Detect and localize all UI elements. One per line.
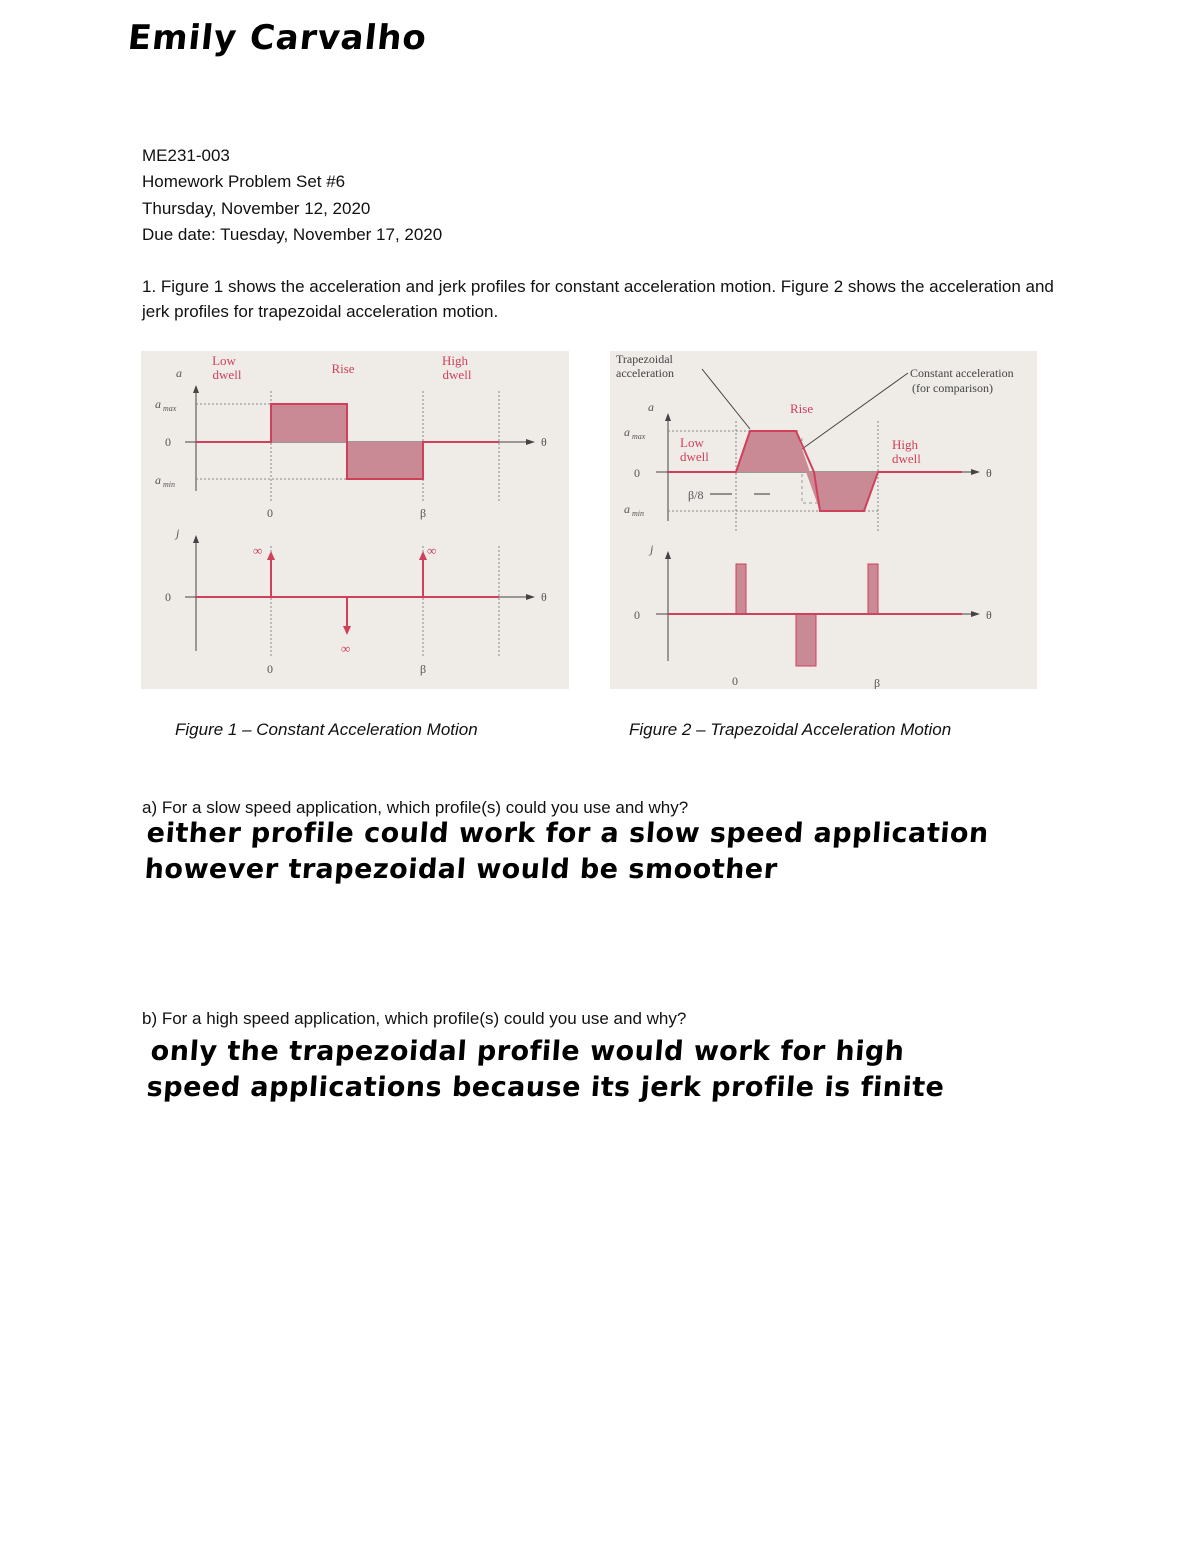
fig1-j-axis-label: j [176,526,180,540]
fig1-x0-label-2: 0 [267,662,273,676]
fig1-jerk-impulse-up-1-head [267,551,275,560]
fig1-a-axis-arrow [193,385,199,393]
fig1-j-theta-arrow [526,594,535,600]
figure-2-plot [610,351,1037,689]
fig2-theta-label: θ [986,466,992,480]
fig2-amax-sub: max [632,432,646,441]
fig2-x0-label: 0 [732,674,738,688]
fig2-jerk-pulse-2 [796,614,816,666]
fig1-zero-label-2: 0 [165,590,171,604]
fig2-theta-label-2: θ [986,608,992,622]
fig1-amin-label: a [155,473,161,487]
issue-date: Thursday, November 12, 2020 [142,199,371,218]
fig1-accel-positive-block [271,404,347,442]
fig1-theta-label: θ [541,435,547,449]
figure-1 [141,351,569,689]
fig2-high-dwell-label-2: dwell [892,451,921,466]
fig2-xbeta-label: β [874,676,881,689]
fig1-high-dwell-label: High [442,353,468,368]
fig2-jerk-pulse-3 [868,564,878,614]
fig1-zero-label: 0 [165,435,171,449]
fig2-zero-label-2: 0 [634,608,640,622]
fig2-const-label: Constant acceleration [910,366,1014,380]
fig1-jerk-impulse-up-2-head [419,551,427,560]
course-code: ME231-003 [142,146,230,165]
fig1-amax-label: a [155,397,161,411]
fig2-j-theta-arrow [971,611,980,617]
fig2-theta-arrow [971,469,980,475]
fig1-a-axis-label: a [176,366,182,380]
fig1-theta-label-2: θ [541,590,547,604]
figure-2-caption: Figure 2 – Trapezoidal Acceleration Motion [629,720,952,739]
due-date: Due date: Tuesday, November 17, 2020 [142,225,443,244]
fig2-rise-label: Rise [790,401,814,416]
assignment-title: Homework Problem Set #6 [142,172,346,191]
part-a-answer-line-2: however trapezoidal would be smoother [143,854,779,885]
fig1-theta-arrow [526,439,535,445]
fig1-high-dwell-label-2: dwell [442,367,472,382]
fig2-trap-label: Trapezoidal [616,352,673,366]
fig1-amin-sub: min [163,480,175,489]
fig2-high-dwell-label: High [892,437,918,452]
fig2-low-dwell-label-2: dwell [680,449,709,464]
fig2-j-axis-label: j [650,542,654,556]
fig2-zero-label: 0 [634,466,640,480]
fig2-amin-sub: min [632,509,644,518]
fig1-inf-label-2: ∞ [427,543,437,558]
fig1-rise-label: Rise [331,361,355,376]
part-a-question: a) For a slow speed application, which profile(s) could you use and why? [142,798,689,817]
fig2-const-label-2: (for comparison) [912,381,993,395]
fig1-amax-sub: max [163,404,177,413]
part-b-answer-line-1: only the trapezoidal profile would work for high [149,1036,906,1067]
fig2-trap-pointer [702,369,750,429]
fig1-accel-negative-block [347,442,423,479]
fig2-jerk-pulse-1 [736,564,746,614]
fig2-a-axis-arrow [665,413,671,421]
fig2-amin-label: a [624,502,630,516]
part-b-question: b) For a high speed application, which profile(s) could you use and why? [142,1009,687,1028]
student-name: Emily Carvalho [125,18,430,58]
fig1-accel-curve [196,404,499,479]
question-1-text: 1. Figure 1 shows the acceleration and jerk profiles for constant acceleration motion. Figure 2 shows the acceleration and jerk profiles for trapezoidal acceleration motion. [142,277,1054,321]
figure-2 [610,351,1037,689]
figure-1-plot [141,351,569,689]
fig1-jerk-impulse-down-head [343,626,351,635]
fig2-beta8-label: β/8 [688,488,704,502]
fig1-inf-label-3: ∞ [341,641,351,656]
part-a-answer-line-1: either profile could work for a slow speed application [145,818,990,849]
fig2-j-axis-arrow [665,551,671,559]
figure-1-caption: Figure 1 – Constant Acceleration Motion [175,720,478,739]
fig1-xbeta-label-2: β [420,662,427,676]
fig1-low-dwell-label: Low [212,353,236,368]
fig1-xbeta-label: β [420,506,427,520]
fig1-x0-label: 0 [267,506,273,520]
fig2-low-dwell-label: Low [680,435,704,450]
fig2-trap-label-2: acceleration [616,366,674,380]
fig1-j-axis-arrow [193,535,199,543]
part-b-answer-line-2: speed applications because its jerk profile is finite [145,1072,946,1103]
fig1-inf-label-1: ∞ [253,543,263,558]
fig2-a-axis-label: a [648,400,654,414]
fig2-amax-label: a [624,425,630,439]
fig1-low-dwell-label-2: dwell [212,367,242,382]
